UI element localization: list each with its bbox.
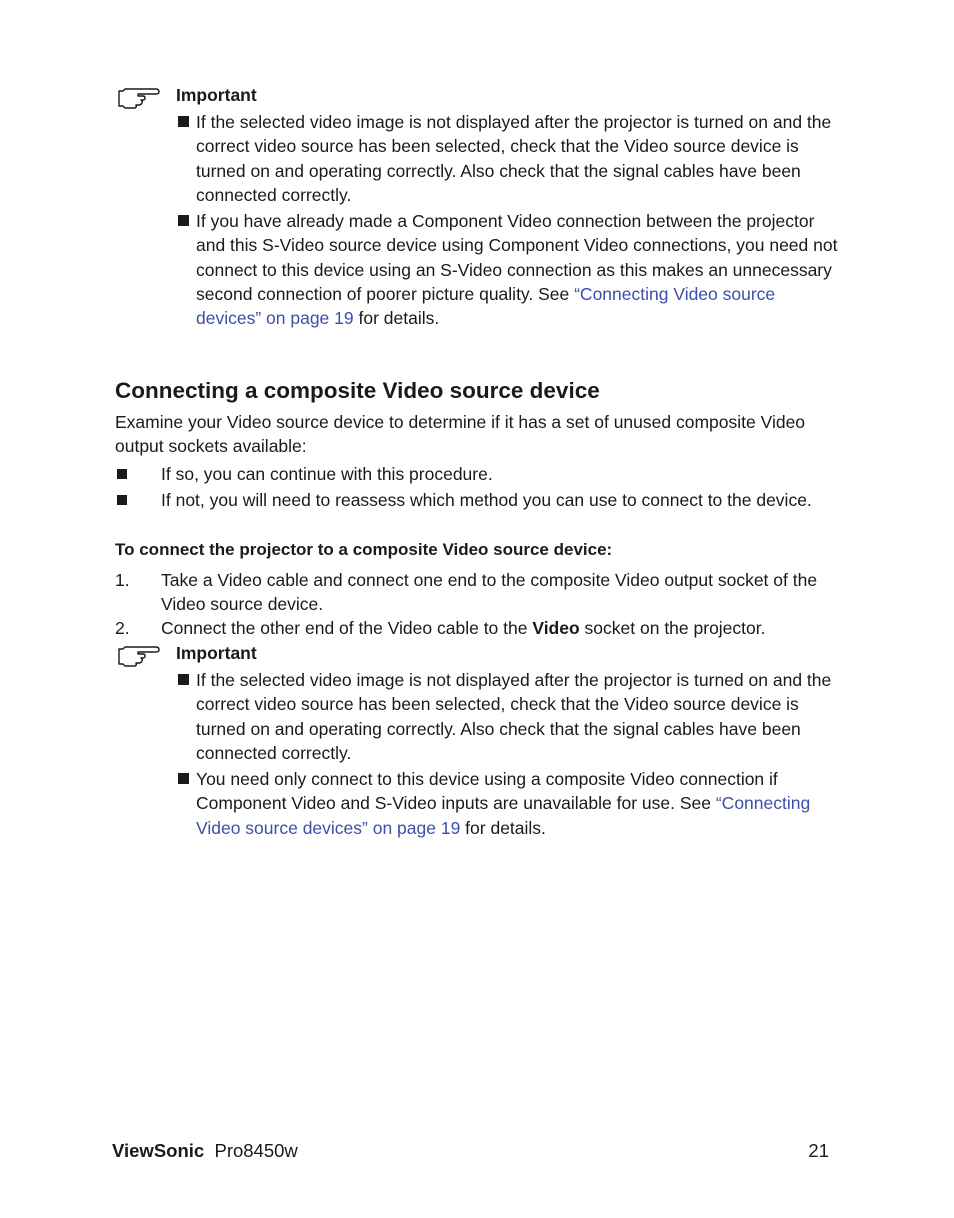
section-title: Connecting a composite Video source device [115,378,600,403]
square-bullet-icon [117,469,127,479]
important-note [178,110,838,333]
step-text: Connect the other end of the Video cable to the Video socket on the projector. [161,618,766,638]
note-text: for details. [460,817,546,838]
step-text: Take a Video cable and connect one end to the composite Video output socket of the Video source device. [161,570,818,615]
note-item [178,209,838,330]
important-note [178,668,838,842]
note-text: If the selected video image is not displayed after the projector is turned on and the correct video source has been selected, check that the Video source device is turned on and operating correctly. Also check that the signal cables have been connected correctly. [196,670,832,763]
step-number: 2. [115,618,130,638]
intro-paragraph: Examine your Video source device to determine if it has a set of unused composite Video output sockets available: [115,412,806,457]
note-text: If you have already made a Component Video connection between the projector and this S-Video source device using Component Video connections, you need not connect to this device using an S-Video connection as this makes an unnecessary second connection of poorer picture quality. See [196,211,838,305]
cross-reference-link[interactable]: “Connecting Video source devices” on page 19 [196,793,811,838]
important-label: Important [176,85,257,105]
bullet-text: If not, you will need to reassess which method you can use to connect to the device. [161,490,812,510]
footer-brand: ViewSonic [112,1140,205,1161]
footer-product [112,1139,298,1163]
note-item [178,668,838,765]
page-number: 21 [808,1140,829,1161]
pointing-hand-icon [116,86,160,110]
important-label: Important [176,643,257,663]
bullet-text: If so, you can continue with this procedure. [161,464,493,484]
square-bullet-icon [117,495,127,505]
step-number: 1. [115,570,130,590]
note-text: for details. [353,308,440,329]
pointing-hand-icon [116,644,160,668]
procedure-heading: To connect the projector to a composite Video source device: [115,540,613,559]
note-text: You need only connect to this device using a composite Video connection if Component Video and S-Video inputs are unavailable for use. See [196,769,778,814]
square-bullet-icon [178,773,189,784]
note-text: If the selected video image is not displayed after the projector is turned on and the correct video source has been selected, check that the Video source device is turned on and operating correctly. Also check that the signal cables have been connected correctly. [196,112,832,205]
square-bullet-icon [178,116,189,127]
cross-reference-link[interactable]: “Connecting Video source devices” on page 19 [196,284,776,329]
square-bullet-icon [178,674,189,685]
note-item [178,110,838,207]
square-bullet-icon [178,215,189,226]
note-item [178,767,838,840]
socket-name: Video [532,618,580,638]
footer-model: Pro8450w [214,1140,298,1161]
